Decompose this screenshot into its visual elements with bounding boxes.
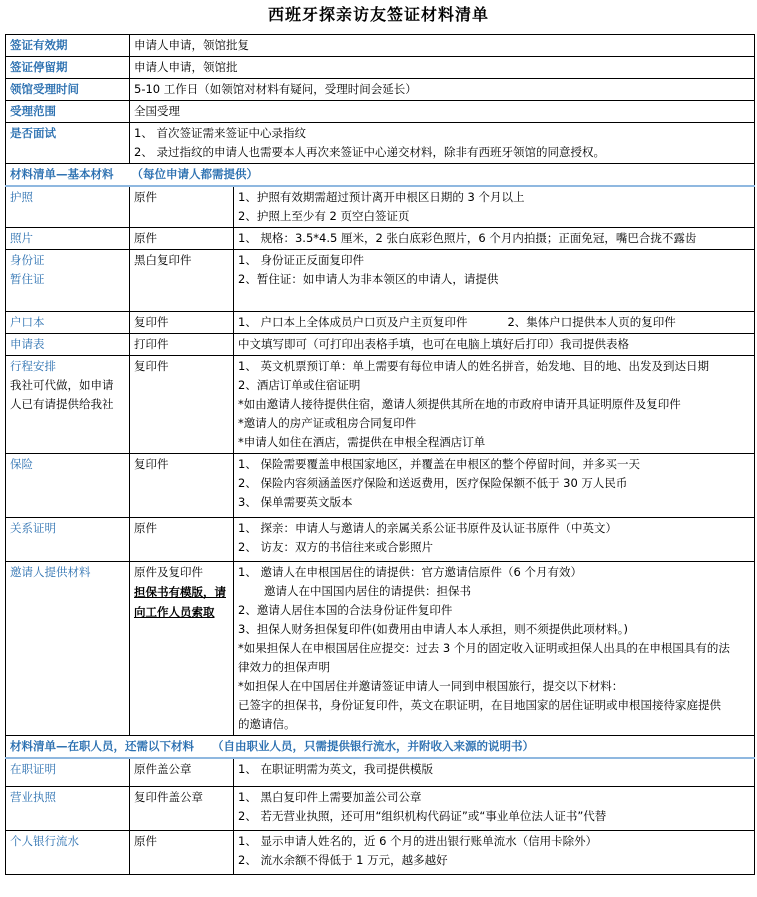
text-line: 2、 流水余额不得低于 1 万元，越多越好	[238, 852, 448, 867]
material-row-passport	[6, 186, 755, 228]
info-value: 申请人申请，领馆批	[130, 57, 755, 79]
info-value	[130, 123, 755, 164]
text-line: *如果担保人在申根国居住应提交：过去 3 个月的固定收入证明或担保人出具的在申根国具有的法	[238, 641, 730, 655]
material-desc	[234, 786, 755, 830]
material-desc	[234, 758, 755, 786]
section-header-employed	[6, 736, 755, 759]
text-line: 的邀请信。	[238, 717, 296, 731]
material-desc	[234, 356, 755, 454]
text-line: 1、 保险需要覆盖申根国家地区，并覆盖在申根区的整个停留时间，并多买一天	[238, 457, 640, 471]
template-note: 担保书有模版，请向工作人员索取	[134, 585, 226, 619]
material-desc	[234, 228, 755, 250]
info-row-scope	[6, 101, 755, 123]
material-type: 黑白复印件	[130, 250, 234, 312]
section-header-basic	[6, 164, 755, 187]
text-line: 2、护照上至少有 2 页空白签证页	[238, 209, 410, 223]
material-name: 营业执照	[6, 786, 130, 830]
material-row-hukou	[6, 312, 755, 334]
material-type: 复印件	[130, 312, 234, 334]
text-line: 2、 保险内容须涵盖医疗保险和送返费用，医疗保险保额不低于 30 万人民币	[238, 476, 628, 490]
info-key: 受理范围	[6, 101, 130, 123]
material-type: 原件	[130, 186, 234, 228]
material-name: 申请表	[6, 334, 130, 356]
text-line: 2、集体户口提供本人页的复印件	[507, 315, 676, 329]
text-line: 已签字的担保书，身份证复印件，英文在职证明，在目地国家的居住证明或申根国接待家庭提供	[238, 698, 721, 712]
info-row-interview	[6, 123, 755, 164]
material-name-note: 人已有请提供给我社	[10, 397, 114, 411]
material-name: 在职证明	[6, 758, 130, 786]
material-name-line: 暂住证	[10, 272, 45, 286]
material-desc	[234, 186, 755, 228]
text-line: 2、暂住证：如申请人为非本领区的申请人，请提供	[238, 272, 499, 286]
text-line: 1、护照有效期需超过预计离开申根区日期的 3 个月以上	[238, 190, 525, 204]
text-line: 2、邀请人居住本国的合法身份证件复印件	[238, 603, 453, 617]
material-desc	[234, 562, 755, 736]
material-row-insurance	[6, 454, 755, 518]
section-title-text: 材料清单—在职人员，还需以下材料	[10, 739, 194, 753]
material-name: 个人银行流水	[6, 830, 130, 874]
material-type: 原件	[130, 228, 234, 250]
material-type: 原件	[130, 830, 234, 874]
material-name-line: 行程安排	[10, 359, 56, 373]
material-type-text: 原件及复印件	[134, 565, 203, 579]
text-line: 1、 黑白复印件上需要加盖公司公章	[238, 789, 422, 804]
section-title-text: 材料清单—基本材料	[10, 167, 114, 181]
text-line: *如由邀请人接待提供住宿，邀请人须提供其所在地的市政府申请开具证明原件及复印件	[238, 397, 681, 411]
section-note: （每位申请人都需提供）	[131, 167, 258, 181]
material-desc	[234, 518, 755, 562]
material-type: 复印件	[130, 454, 234, 518]
text-line: 1、 邀请人在申根国居住的请提供：官方邀请信原件（6 个月有效）	[238, 565, 582, 579]
text-line: 1、 探亲：申请人与邀请人的亲属关系公证书原件及认证书原件（中英文）	[238, 521, 617, 535]
info-row-validity	[6, 35, 755, 57]
text-line: 1、 英文机票预订单：单上需要有每位申请人的姓名拼音，始发地、目的地、出发及到达日期	[238, 359, 709, 373]
material-name	[6, 356, 130, 454]
material-name: 照片	[6, 228, 130, 250]
document-title: 西班牙探亲访友签证材料清单	[267, 5, 489, 24]
text-line: 1、 显示申请人姓名的，近 6 个月的进出银行账单流水（信用卡除外）	[238, 833, 598, 848]
text-line: *如担保人在中国居住并邀请签证申请人一同到申根国旅行，提交以下材料：	[238, 679, 624, 693]
material-row-bank-statement	[6, 830, 755, 874]
text-line: 律效力的担保声明	[238, 660, 330, 674]
material-desc	[234, 454, 755, 518]
info-key: 领馆受理时间	[6, 79, 130, 101]
material-desc	[234, 312, 755, 334]
text-line: 1、 首次签证需来签证中心录指纹	[134, 126, 306, 140]
material-type: 复印件	[130, 356, 234, 454]
material-name: 关系证明	[6, 518, 130, 562]
text-line: 1、 户口本上全体成员户口页及户主页复印件	[238, 315, 468, 329]
material-name: 保险	[6, 454, 130, 518]
info-value: 5-10 工作日（如领馆对材料有疑问，受理时间会延长）	[130, 79, 755, 101]
text-line: *申请人如住在酒店，需提供在申根全程酒店订单	[238, 435, 486, 449]
info-row-stay	[6, 57, 755, 79]
material-type: 原件	[130, 518, 234, 562]
section-title	[6, 164, 755, 187]
section-note: （自由职业人员，只需提供银行流水，并附收入来源的说明书）	[212, 739, 534, 753]
text-line: 2、 若无营业执照，还可用“组织机构代码证”或“事业单位法人证书”代替	[238, 808, 607, 823]
material-row-business-license	[6, 786, 755, 830]
material-row-id-card	[6, 250, 755, 312]
text-line: 2、 访友：双方的书信往来或合影照片	[238, 540, 433, 554]
info-value: 全国受理	[130, 101, 755, 123]
material-row-photo	[6, 228, 755, 250]
material-type: 复印件盖公章	[130, 786, 234, 830]
material-name: 户口本	[6, 312, 130, 334]
info-key: 签证有效期	[6, 35, 130, 57]
text-line: 邀请人在中国国内居住的请提供：担保书	[264, 584, 471, 598]
material-row-application-form	[6, 334, 755, 356]
material-desc	[234, 334, 755, 356]
material-name: 邀请人提供材料	[6, 562, 130, 736]
material-desc	[234, 830, 755, 874]
material-name	[6, 250, 130, 312]
material-type	[130, 562, 234, 736]
material-row-itinerary	[6, 356, 755, 454]
material-type: 打印件	[130, 334, 234, 356]
info-key: 签证停留期	[6, 57, 130, 79]
text-line: 1、 在职证明需为英文，我司提供模版	[238, 762, 433, 776]
material-desc	[234, 250, 755, 312]
text-line: 1、 规格：3.5*4.5 厘米，2 张白底彩色照片，6 个月内拍摄；正面免冠，嘴巴合拢不露齿	[238, 231, 697, 245]
material-name-note: 我社可代做，如申请	[10, 378, 114, 392]
material-row-inviter	[6, 562, 755, 736]
section-title	[6, 736, 755, 759]
material-row-relationship-proof	[6, 518, 755, 562]
text-line: 中文填写即可（可打印出表格手填，也可在电脑上填好后打印）我司提供表格	[238, 337, 629, 351]
text-line: 3、 保单需要英文版本	[238, 495, 353, 509]
info-value: 申请人申请，领馆批复	[130, 35, 755, 57]
material-name-line: 身份证	[10, 253, 45, 267]
info-row-processing-time	[6, 79, 755, 101]
text-line: *邀请人的房产证或租房合同复印件	[238, 416, 417, 430]
text-line: 3、担保人财务担保复印件(如费用由申请人本人承担，则不须提供此项材料。)	[238, 622, 629, 636]
visa-checklist-table	[5, 34, 755, 875]
info-key: 是否面试	[6, 123, 130, 164]
text-line: 2、 录过指纹的申请人也需要本人再次来签证中心递交材料，除非有西班牙领馆的同意授权。	[134, 145, 605, 159]
material-type: 原件盖公章	[130, 758, 234, 786]
text-line: 2、酒店订单或住宿证明	[238, 378, 361, 392]
text-line: 1、 身份证正反面复印件	[238, 253, 364, 267]
material-name: 护照	[6, 186, 130, 228]
material-row-employment-certificate	[6, 758, 755, 786]
